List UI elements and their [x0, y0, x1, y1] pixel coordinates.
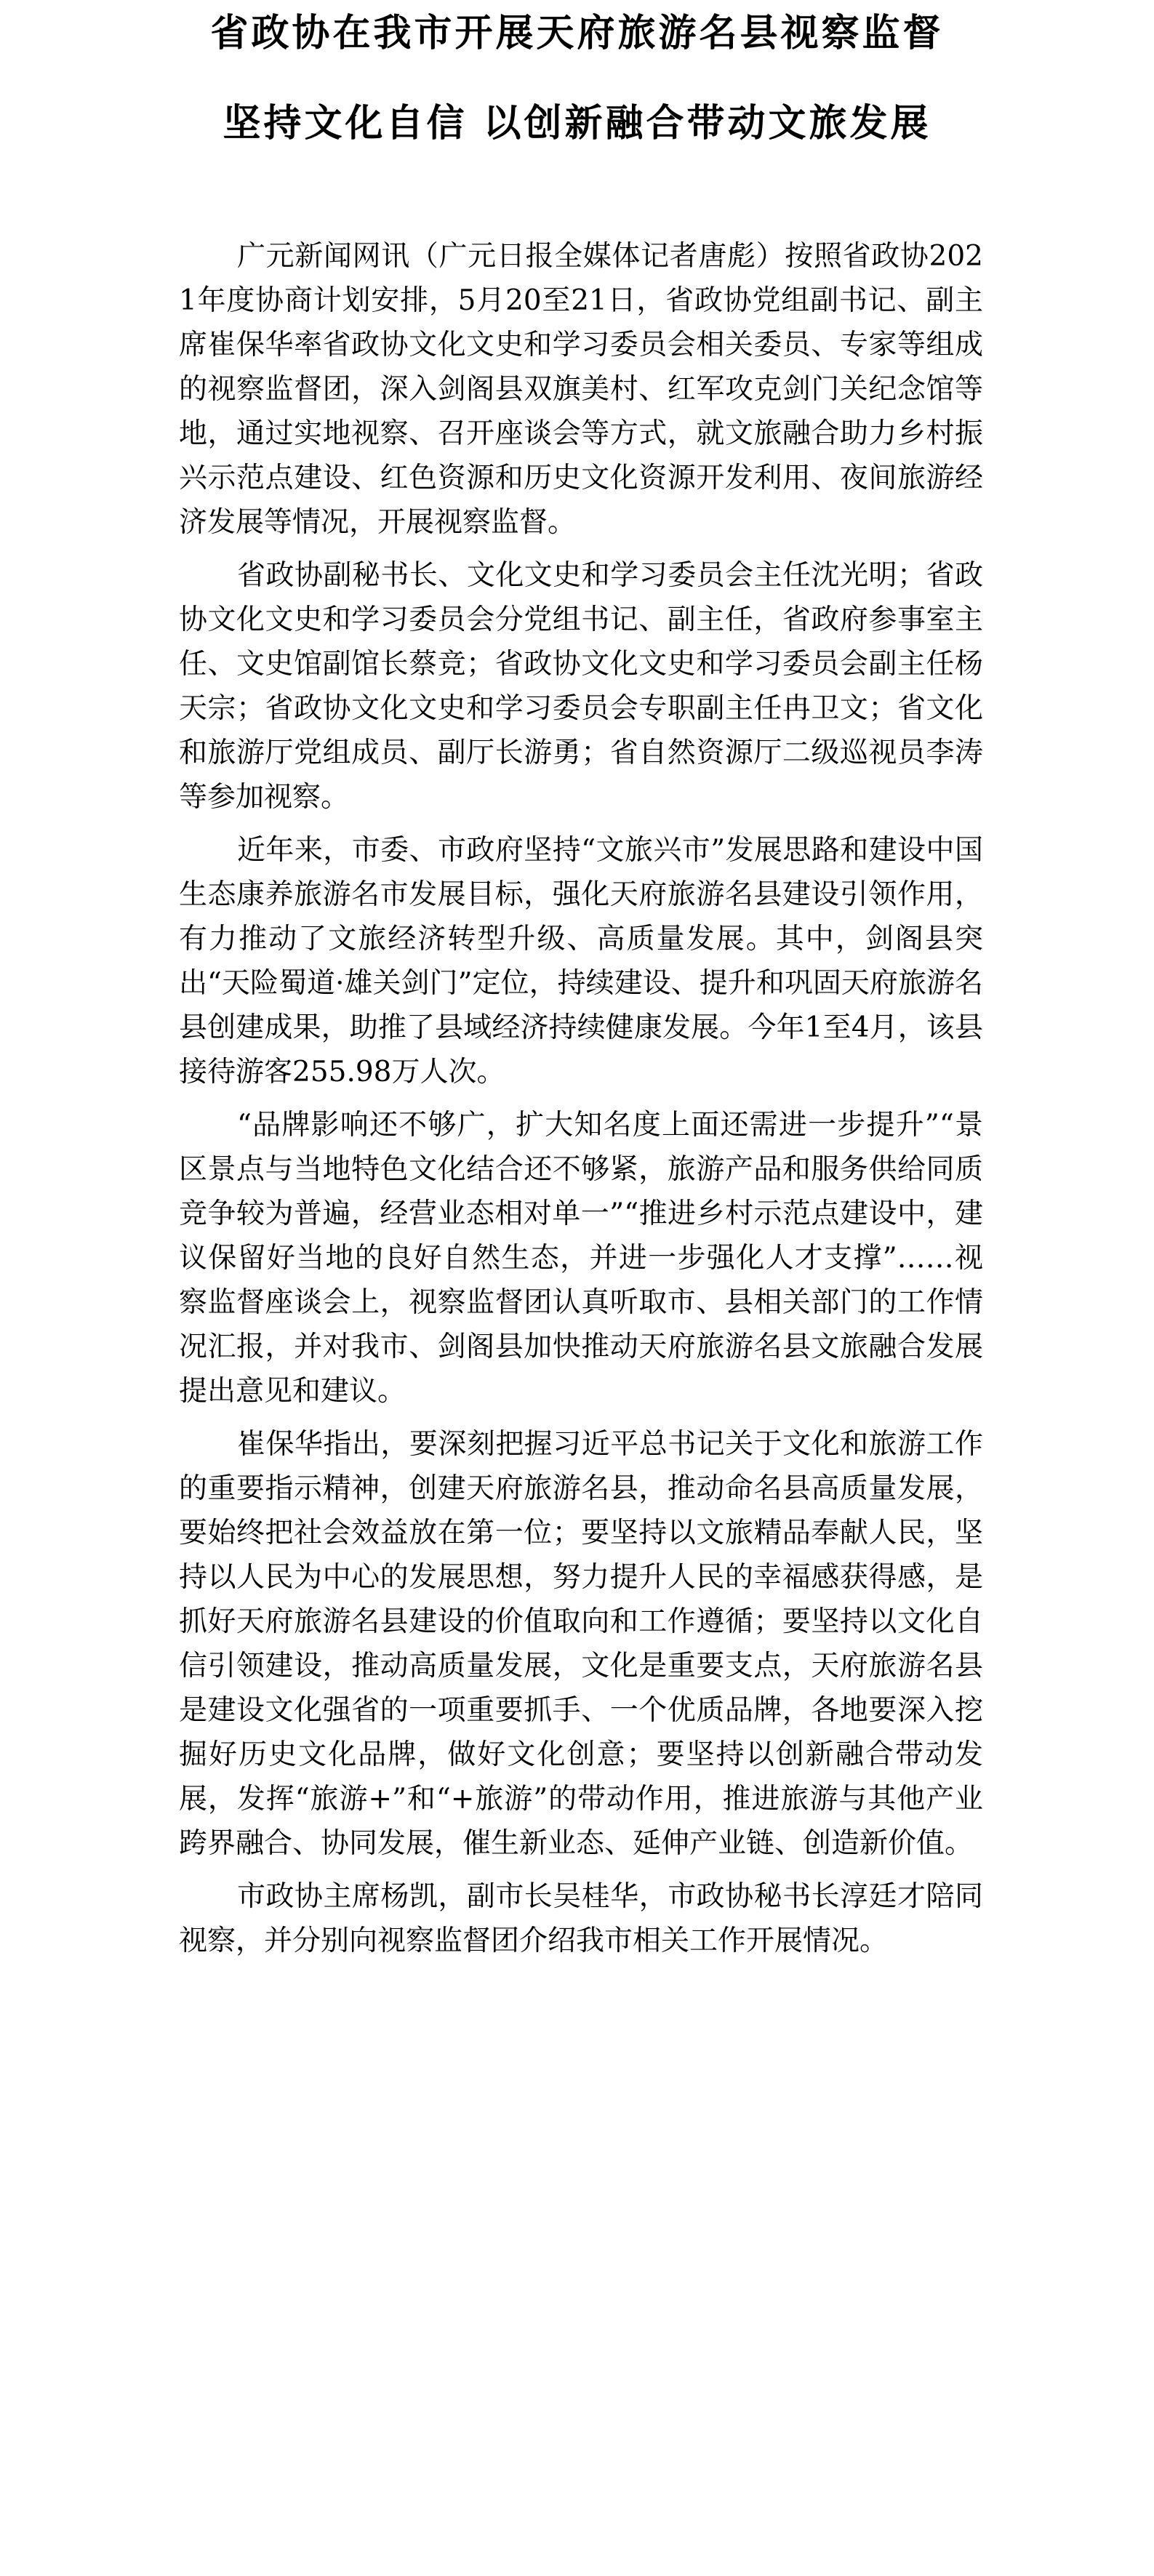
- article-paragraph: 崔保华指出，要深刻把握习近平总书记关于文化和旅游工作的重要指示精神，创建天府旅游名县，推动命名县高质量发展，要始终把社会效益放在第一位；要坚持以文旅精品奉献人民，坚持以人民为中心的发展思想，努力提升人民的幸福感获得感，是抓好天府旅游名县建设的价值取向和工作遵循；要坚持以文化自信引领建设，推动高质量发展，文化是重要支点，天府旅游名县是建设文化强省的一项重要抓手、一个优质品牌，各地要深入挖掘好历史文化品牌，做好文化创意；要坚持以创新融合带动发展，发挥“旅游+”和“+旅游”的带动作用，推进旅游与其他产业跨界融合、协同发展，催生新业态、延伸产业链、创造新价值。: [179, 1428, 983, 1860]
- article-paragraph: “品牌影响还不够广，扩大知名度上面还需进一步提升”“景区景点与当地特色文化结合还不够紧，旅游产品和服务供给同质竞争较为普遍，经营业态相对单一”“推进乡村示范点建设中，建议保留好当地的良好自然生态，并进一步强化人才支撑”……视察监督座谈会上，视察监督团认真听取市、县相关部门的工作情况汇报，并对我市、剑阁县加快推动天府旅游名县文旅融合发展提出意见和建议。: [179, 1109, 983, 1408]
- article-title-line-2: 坚持文化自信 以创新融合带动文旅发展: [223, 101, 931, 145]
- article-title-line-1: 省政协在我市开展天府旅游名县视察监督: [210, 11, 944, 55]
- article-paragraph: 市政协主席杨凯，副市长吴桂华，市政协秘书长淳廷才陪同视察，并分别向视察监督团介绍我市相关工作开展情况。: [179, 1880, 983, 1957]
- article-body: [179, 234, 983, 1972]
- article-paragraph: 省政协副秘书长、文化文史和学习委员会主任沈光明；省政协文化文史和学习委员会分党组书记、副主任，省政府参事室主任、文史馆副馆长蔡竞；省政协文化文史和学习委员会副主任杨天宗；省政协文化文史和学习委员会专职副主任冉卫文；省文化和旅游厅党组成员、副厅长游勇；省自然资源厅二级巡视员李涛等参加视察。: [179, 559, 983, 814]
- article-paragraph: 广元新闻网讯（广元日报全媒体记者唐彪）按照省政协2021年度协商计划安排，5月20至21日，省政协党组副书记、副主席崔保华率省政协文化文史和学习委员会相关委员、专家等组成的视察监督团，深入剑阁县双旗美村、红军攻克剑门关纪念馆等地，通过实地视察、召开座谈会等方式，就文旅融合助力乡村振兴示范点建设、红色资源和历史文化资源开发利用、夜间旅游经济发展等情况，开展视察监督。: [179, 240, 983, 539]
- article-paragraph: 近年来，市委、市政府坚持“文旅兴市”发展思路和建设中国生态康养旅游名市发展目标，强化天府旅游名县建设引领作用，有力推动了文旅经济转型升级、高质量发展。其中，剑阁县突出“天险蜀道·雄关剑门”定位，持续建设、提升和巩固天府旅游名县创建成果，助推了县域经济持续健康发展。今年1至4月，该县接待游客255.98万人次。: [179, 834, 983, 1088]
